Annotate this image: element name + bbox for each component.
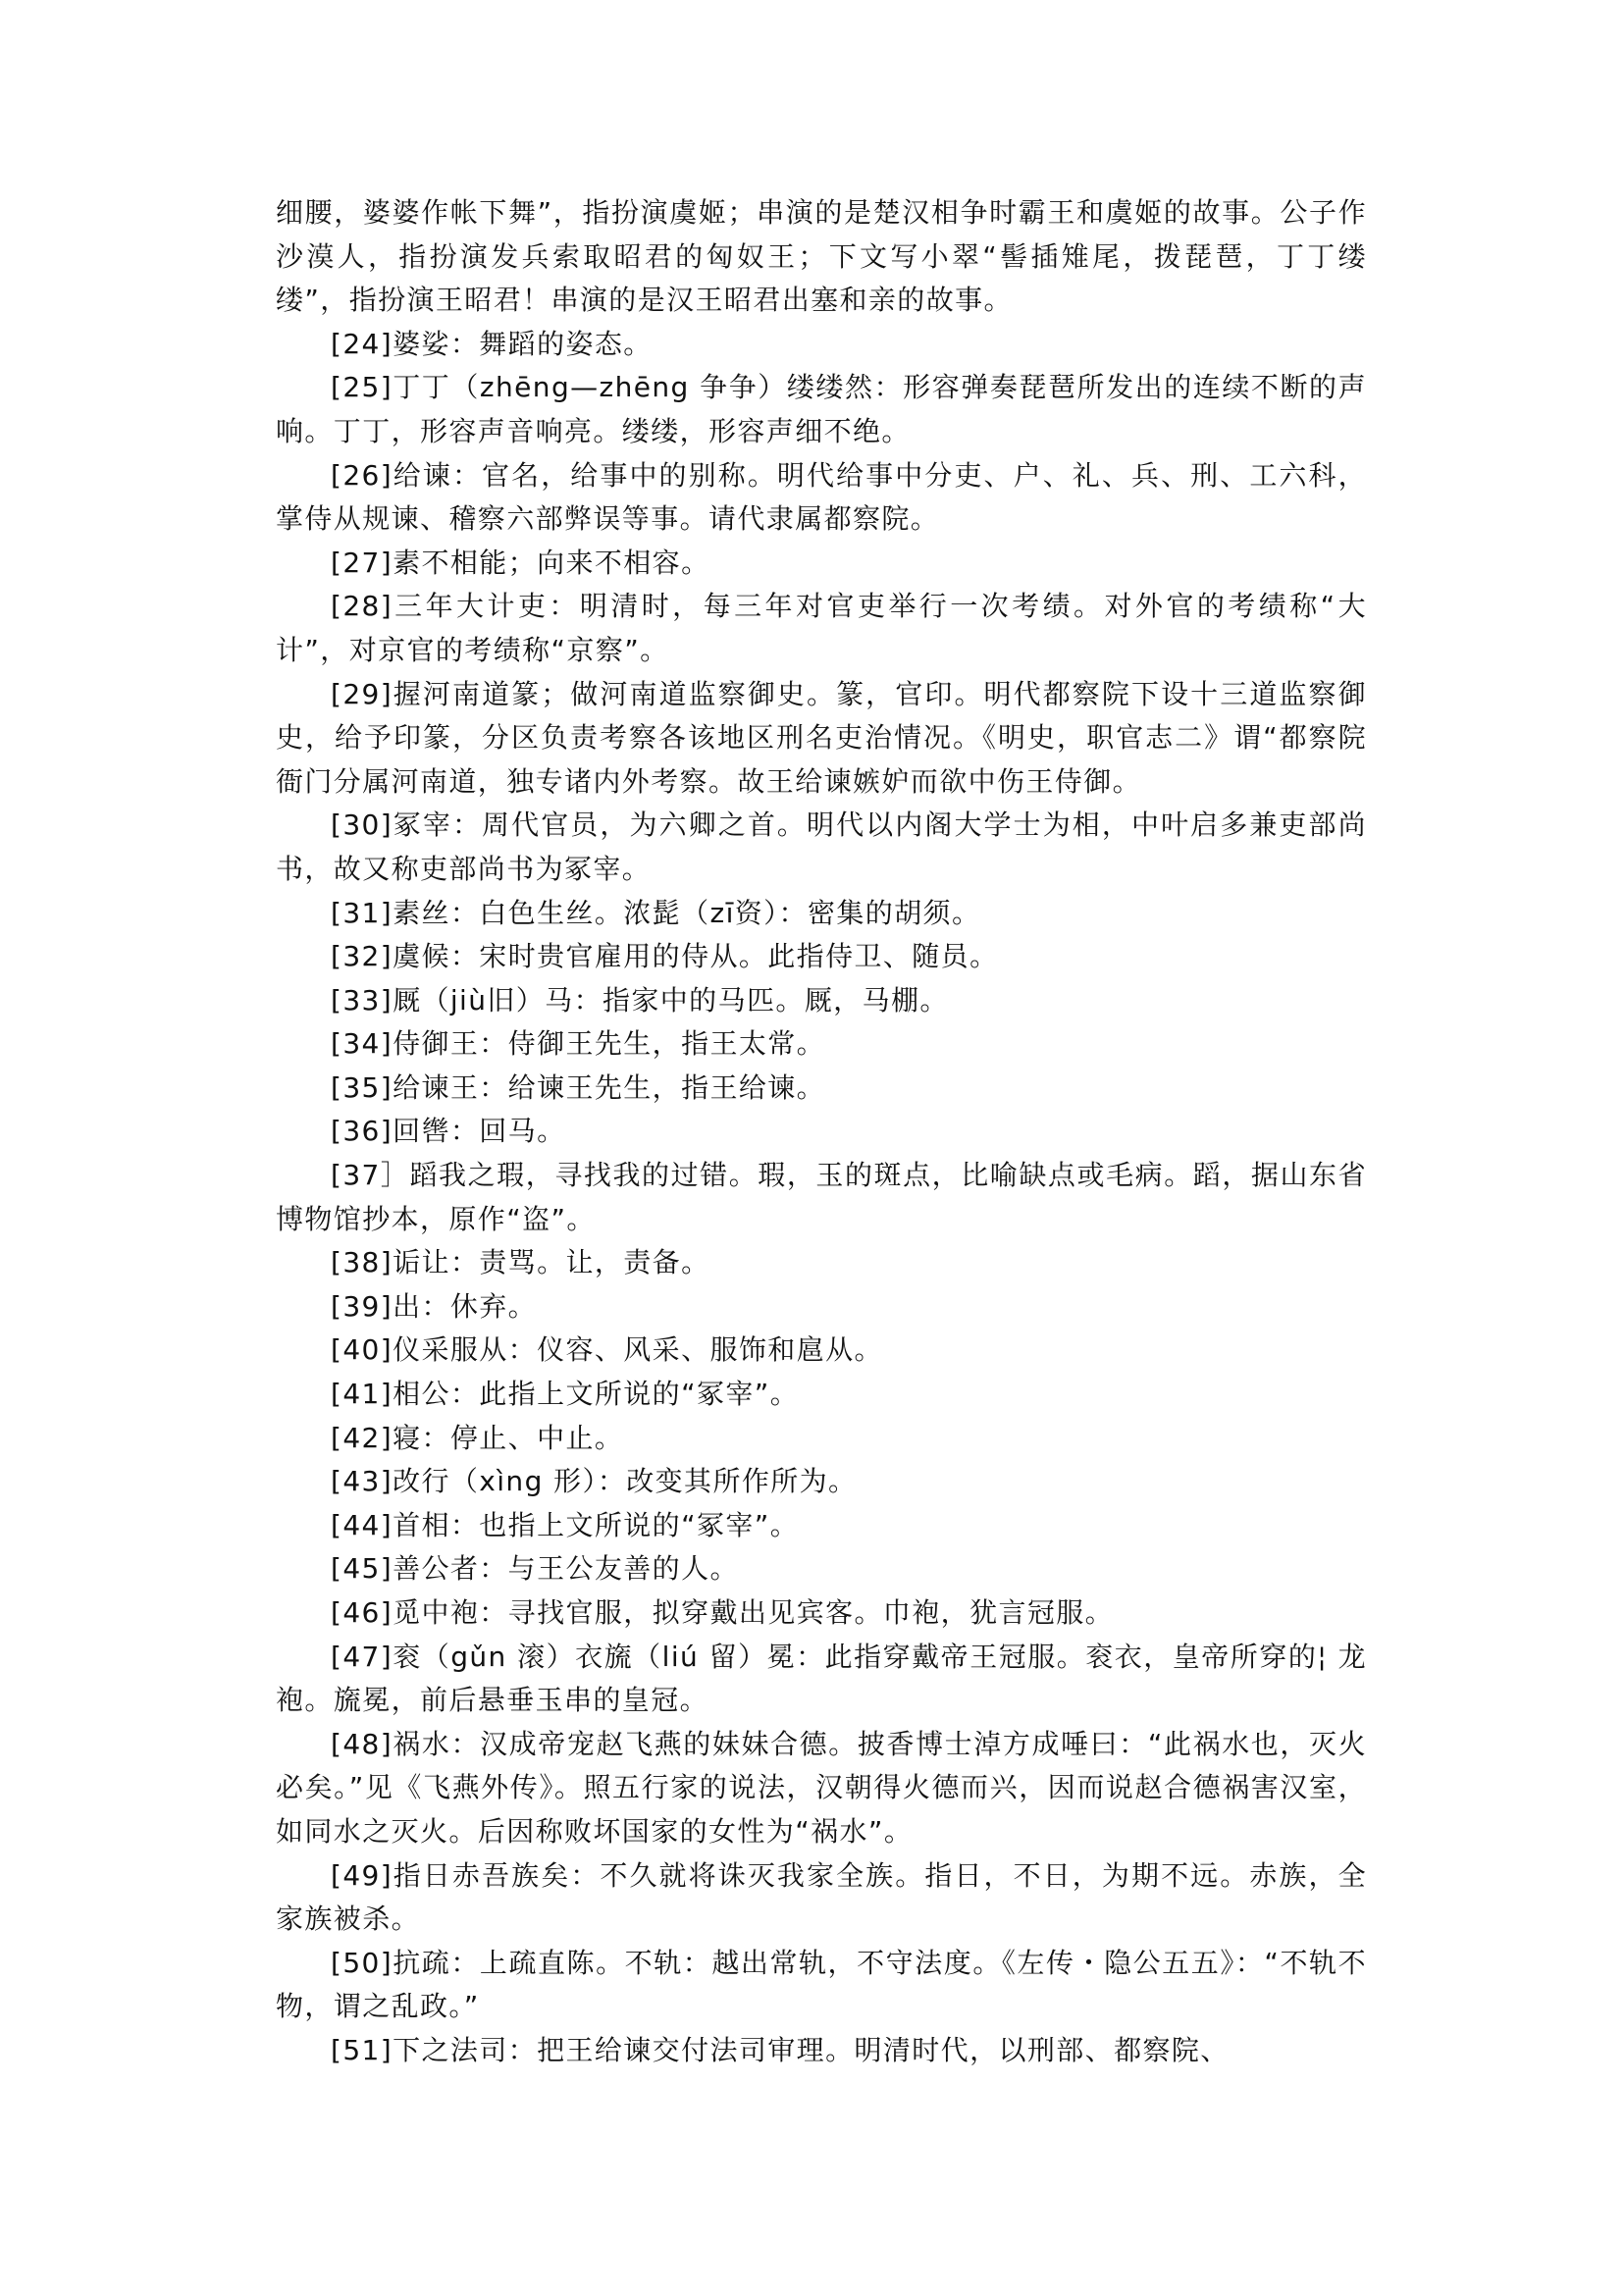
note-51: [51]下之法司：把王给谏交付法司审理。明清时代，以刑部、都察院、	[331, 2033, 1230, 2066]
note-41: [41]相公：此指上文所说的“冢宰”。	[331, 1378, 800, 1411]
note-30: [30]冢宰：周代官员，为六卿之首。明代以内阁大学士为相，中叶启多兼吏部尚书，故又称吏部尚书为冢宰。	[276, 808, 1367, 885]
note-26: [26]给谏：官名，给事中的别称。明代给事中分吏、户、礼、兵、刑、工六科，掌侍从规谏、稽察六部弊误等事。请代隶属都察院。	[276, 458, 1367, 536]
note-continuation: 细腰，婆婆作帐下舞”，指扮演虞姬；串演的是楚汉相争时霸王和虞姬的故事。公子作沙漠人，指扮演发兵索取昭君的匈奴王；下文写小翠“髻插雉尾，拨琵琶，丁丁缕缕”，指扮演王昭君！串演的是汉王昭君出塞和亲的故事。	[276, 196, 1367, 317]
note-44: [44]首相：也指上文所说的“冢宰”。	[331, 1508, 800, 1541]
note-36: [36]回辔：回马。	[331, 1115, 566, 1148]
note-25: [25]丁丁（zhēng—zhēng 争争）缕缕然：形容弹奏琵琶所发出的连续不断的声响。丁丁，形容声音响亮。缕缕，形容声细不绝。	[276, 371, 1367, 447]
note-38: [38]诟让：责骂。让，责备。	[331, 1246, 710, 1279]
note-49: [49]指日赤吾族矣：不久就将诛灭我家全族。指日，不日，为期不远。赤族，全家族被杀。	[276, 1858, 1367, 1936]
annotation-notes	[276, 191, 1367, 2073]
note-47: [47]衮（gǔn 滚）衣旒（liú 留）冕：此指穿戴帝王冠服。衮衣，皇帝所穿的¦ 龙袍。旒冕，前后悬垂玉串的皇冠。	[276, 1640, 1367, 1717]
note-34: [34]侍御王：侍御王先生，指王太常。	[331, 1027, 826, 1061]
note-24: [24]婆娑：舞蹈的姿态。	[331, 327, 653, 360]
note-37: [37］蹈我之瑕，寻找我的过错。瑕，玉的斑点，比喻缺点或毛病。蹈，据山东省博物馆抄本，原作“盗”。	[276, 1159, 1367, 1235]
note-28: [28]三年大计吏：明清时，每三年对官吏举行一次考绩。对外官的考绩称“大计”，对京官的考绩称“京察”。	[276, 590, 1367, 666]
note-40: [40]仪采服从：仪容、风采、服饰和扈从。	[331, 1333, 883, 1367]
note-29: [29]握河南道篆；做河南道监察御史。篆，官印。明代都察院下设十三道监察御史，给予印篆，分区负责考察各该地区刑名吏治情况。《明史，职官志二》谓“都察院衙门分属河南道，独专诸内外考察。故王给谏嫉妒而欲中伤王侍御。	[276, 677, 1367, 798]
note-31: [31]素丝：白色生丝。浓髭（zī资）：密集的胡须。	[331, 896, 981, 929]
note-39: [39]出：休弃。	[331, 1289, 538, 1323]
note-45: [45]善公者：与王公友善的人。	[331, 1552, 739, 1586]
note-32: [32]虞候：宋时贵官雇用的侍从。此指侍卫、随员。	[331, 940, 999, 973]
note-27: [27]素不相能；向来不相容。	[331, 546, 710, 579]
note-46: [46]觅中袍：寻找官服，拟穿戴出见宾客。巾袍，犹言冠服。	[331, 1596, 1115, 1629]
note-43: [43]改行（xìng 形）：改变其所作所为。	[331, 1465, 858, 1498]
note-35: [35]给谏王：给谏王先生，指王给谏。	[331, 1070, 826, 1104]
note-42: [42]寝：停止、中止。	[331, 1421, 624, 1454]
note-33: [33]厩（jiù旧）马：指家中的马匹。厩，马棚。	[331, 983, 949, 1017]
note-50: [50]抗疏：上疏直陈。不轨：越出常轨，不守法度。《左传・隐公五五》：“不轨不物，谓之乱政。”	[276, 1946, 1367, 2023]
note-48: [48]祸水：汉成帝宠赵飞燕的妹妹合德。披香博士淖方成唾曰：“此祸水也，灭火必矣。”见《飞燕外传》。照五行家的说法，汉朝得火德而兴，因而说赵合德祸害汉室，如同水之灭火。后因称败坏国家的女性为“祸水”。	[276, 1727, 1367, 1848]
